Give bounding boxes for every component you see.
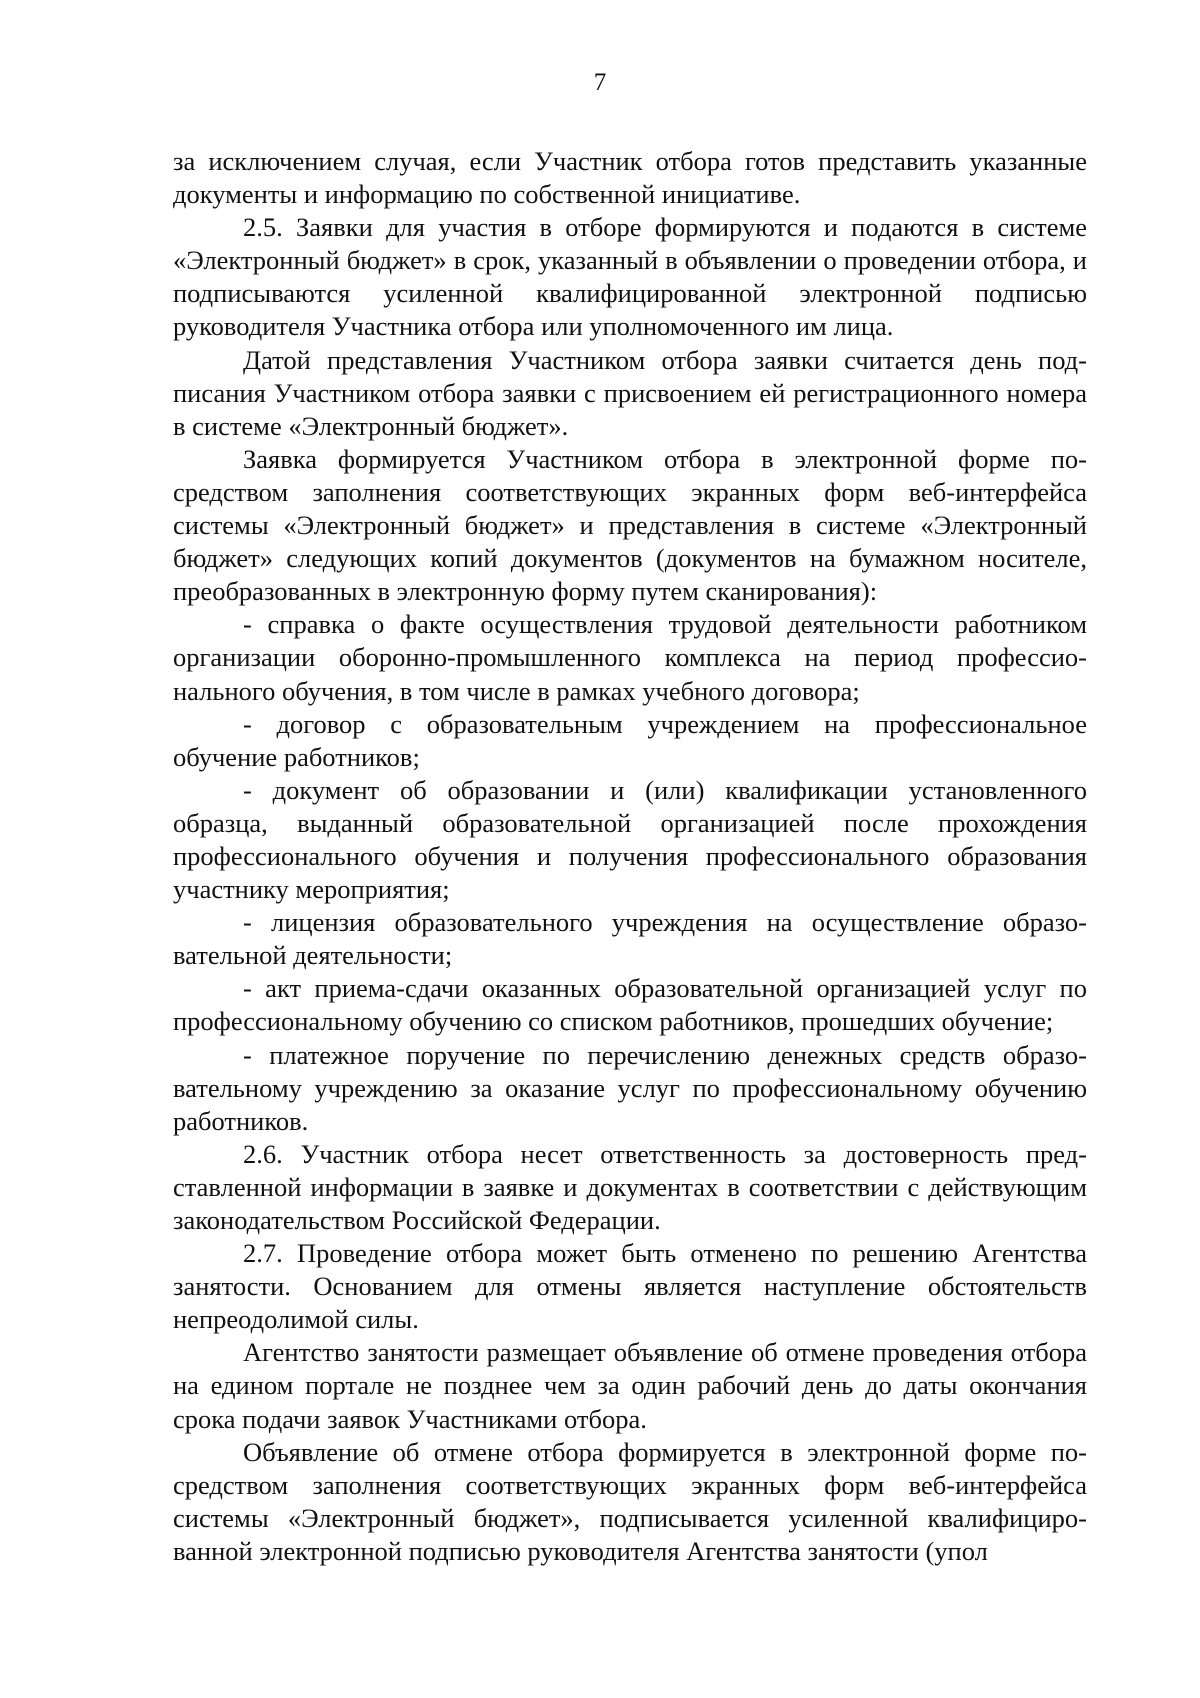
paragraph-application-formation: Заявка формируется Участником отбора в электронной форме посредством заполнения соответствующих экранных форм веб-интерфейса системы «Электронный бюджет» и представления в системе «Электронный бюджет» следующих копий документов (документов на бумажном носителе, преобразованных в электронную форму путем сканирования): bbox=[173, 443, 1087, 607]
list-item-employment-certificate: - справка о факте осуществления трудовой деятельности работником организации оборонно-промышленного комплекса на период профессионального обучения, в том числе в рамках учебного договора; bbox=[173, 609, 1087, 706]
paragraph-continuation: за исключением случая, если Участник отбора готов представить указанные документы и информацию по собственной инициативе. bbox=[173, 146, 1087, 210]
list-item-payment-order: - платежное поручение по перечислению денежных средств образовательному учреждению за оказание услуг по профессиональному обучению работников. bbox=[173, 1039, 1087, 1136]
document-body bbox=[173, 145, 1087, 1568]
paragraph-cancellation-form: Объявление об отмене отбора формируется в электронной форме посредством заполнения соответствующих экранных форм веб-интерфейса системы «Электронный бюджет», подписывается усиленной квалифицированной электронной подписью руководителя Агентства занятости (упол bbox=[173, 1436, 1087, 1566]
list-item-license: - лицензия образовательного учреждения на осуществление образовательной деятельности; bbox=[173, 907, 1087, 971]
list-item-education-contract: - договор с образовательным учреждением на профессиональное обучение работников; bbox=[173, 708, 1087, 772]
list-item-qualification-document: - документ об образовании и (или) квалификации установленного образца, выданный образовательной организацией после прохождения профессионального обучения и получения профессионального образования участнику мероприятия; bbox=[173, 774, 1087, 905]
page-number: 7 bbox=[593, 69, 607, 96]
paragraph-2-5: 2.5. Заявки для участия в отборе формируются и подаются в системе «Электронный бюджет» в срок, указанный в объявлении о проведении отбора, и подписываются усиленной квалифицированной электронной подписью руководителя Участника отбора или уполномоченного им лица. bbox=[173, 212, 1087, 342]
paragraph-submission-date: Датой представления Участником отбора заявки считается день подписания Участником отбора заявки с присвоением ей регистрационного номера в системе «Электронный бюджет». bbox=[173, 344, 1087, 441]
paragraph-cancellation-notice: Агентство занятости размещает объявление об отмене проведения отбора на едином портале не позднее чем за один рабочий день до даты окончания срока подачи заявок Участниками отбора. bbox=[173, 1337, 1087, 1434]
list-item-acceptance-act: - акт приема-сдачи оказанных образовательной организацией услуг по профессиональному обучению со списком работников, прошедших обучение; bbox=[173, 973, 1087, 1037]
paragraph-2-6: 2.6. Участник отбора несет ответственность за достоверность представленной информации в заявке и документах в соответствии с действующим законодательством Российской Федерации. bbox=[173, 1138, 1087, 1235]
paragraph-2-7: 2.7. Проведение отбора может быть отменено по решению Агентства занятости. Основанием для отмены является наступление обстоятельств непреодолимой силы. bbox=[173, 1238, 1087, 1335]
